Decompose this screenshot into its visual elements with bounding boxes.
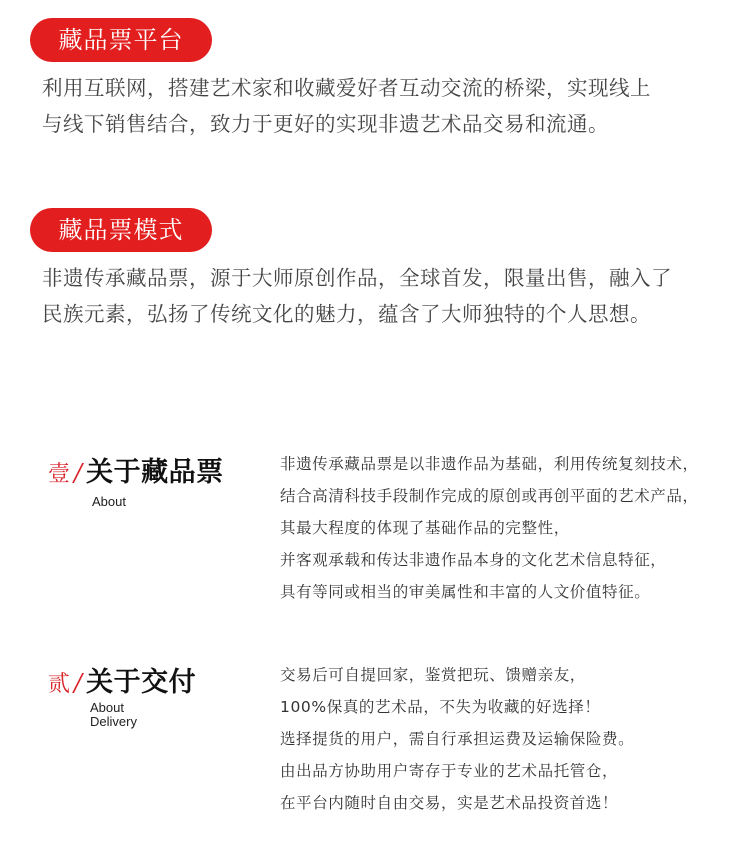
delivery-line: 由出品方协助用户寄存于专业的艺术品托管仓， [280,762,619,780]
mode-heading-badge: 藏品票模式 [30,208,212,252]
about-number: 壹 [48,462,71,487]
platform-line: 与线下销售结合，致力于更好的实现非遗艺术品交易和流通。 [42,112,609,136]
delivery-subtitle-about: About [90,700,124,715]
delivery-line: 交易后可自提回家，鉴赏把玩、馈赠亲友， [280,666,586,684]
about-section-title [48,450,224,490]
about-description [280,448,730,608]
about-line: 并客观承载和传达非遗作品本身的文化艺术信息特征， [280,551,667,569]
about-subtitle: About [92,494,126,509]
delivery-subtitle-delivery: Delivery [90,714,137,729]
delivery-line: 选择提货的用户，需自行承担运费及运输保险费。 [280,730,635,748]
delivery-number: 贰 [48,672,71,697]
about-slash: / [74,459,83,487]
delivery-description [280,659,730,819]
delivery-line: 100%保真的艺术品，不失为收藏的好选择！ [280,698,601,716]
about-line: 非遗传承藏品票是以非遗作品为基础，利用传统复刻技术， [280,455,699,473]
delivery-slash: / [74,669,83,697]
about-title: 关于藏品票 [86,457,224,488]
platform-line: 利用互联网，搭建艺术家和收藏爱好者互动交流的桥梁，实现线上 [42,76,651,100]
platform-heading-badge: 藏品票平台 [30,18,212,62]
delivery-title: 关于交付 [86,667,197,698]
mode-line: 民族元素，弘扬了传统文化的魅力，蕴含了大师独特的个人思想。 [42,302,651,326]
about-line: 其最大程度的体现了基础作品的完整性， [280,519,570,537]
platform-description [42,70,722,142]
delivery-section-title [48,660,196,700]
about-line: 具有等同或相当的审美属性和丰富的人文价值特征。 [280,583,651,601]
about-line: 结合高清科技手段制作完成的原创或再创平面的艺术产品， [280,487,699,505]
delivery-line: 在平台内随时自由交易，实是艺术品投资首选！ [280,794,619,812]
mode-description [42,260,722,332]
mode-line: 非遗传承藏品票，源于大师原创作品，全球首发，限量出售，融入了 [42,266,672,290]
